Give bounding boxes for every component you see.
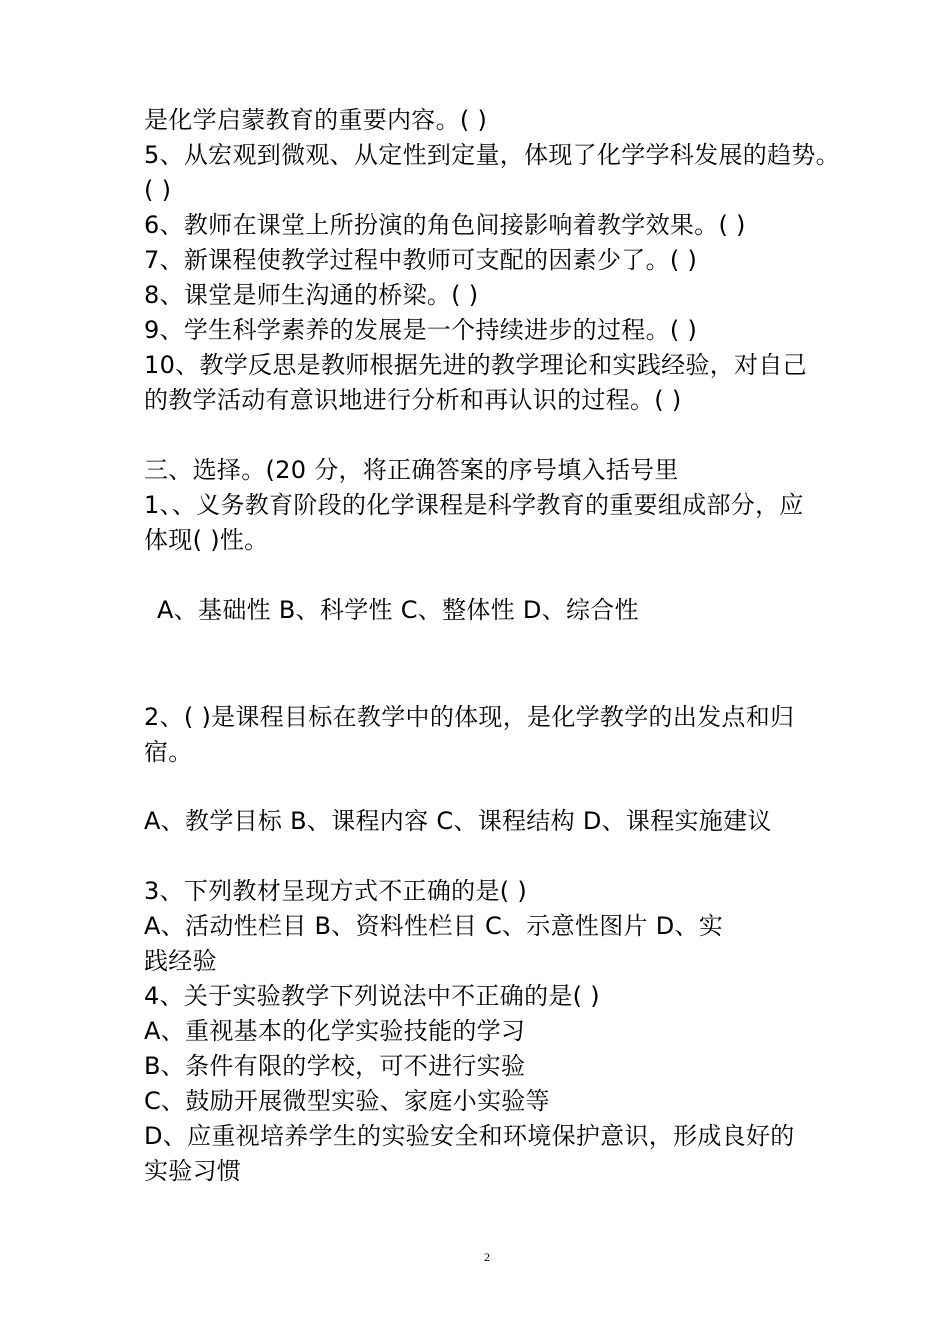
choice-question-4-option-c: C、鼓励开展微型实验、家庭小实验等: [144, 1087, 550, 1115]
choice-question-3-options-continuation: 践经验: [144, 947, 217, 975]
choice-question-2: 2、( )是课程目标在教学中的体现，是化学教学的出发点和归: [144, 703, 795, 731]
tf-item-5-bracket: ( ): [144, 176, 172, 204]
choice-question-4-option-d-continuation: 实验习惯: [144, 1157, 242, 1185]
choice-question-3: 3、下列教材呈现方式不正确的是( ): [144, 877, 528, 905]
choice-question-1: 1、、义务教育阶段的化学课程是科学教育的重要组成部分，应: [144, 491, 804, 519]
choice-question-4-option-d: D、应重视培养学生的实验安全和环境保护意识，形成良好的: [144, 1122, 795, 1150]
choice-question-4: 4、关于实验教学下列说法中不正确的是( ): [144, 982, 600, 1010]
section-heading-choice: 三、选择。(20 分，将正确答案的序号填入括号里: [144, 456, 679, 484]
choice-question-1-continuation: 体现( )性。: [144, 526, 269, 554]
tf-item-5: 5、从宏观到微观、从定性到定量，体现了化学学科发展的趋势。: [144, 141, 840, 169]
tf-item-8: 8、课堂是师生沟通的桥梁。( ): [144, 281, 479, 309]
tf-item-10: 10、教学反思是教师根据先进的教学理论和实践经验，对自己: [144, 351, 807, 379]
choice-question-2-continuation: 宿。: [144, 738, 193, 766]
tf-item-4-continuation: 是化学启蒙教育的重要内容。( ): [144, 106, 488, 134]
choice-question-4-option-a: A、重视基本的化学实验技能的学习: [144, 1017, 526, 1045]
tf-item-10-continuation: 的教学活动有意识地进行分析和再认识的过程。( ): [144, 386, 682, 414]
tf-item-6: 6、教师在课堂上所扮演的角色间接影响着教学效果。( ): [144, 211, 746, 239]
tf-item-9: 9、学生科学素养的发展是一个持续进步的过程。( ): [144, 316, 698, 344]
choice-question-3-options: A、活动性栏目 B、资料性栏目 C、示意性图片 D、实: [144, 912, 724, 940]
choice-question-1-options: A、基础性 B、科学性 C、整体性 D、综合性: [157, 596, 639, 624]
choice-question-4-option-b: B、条件有限的学校，可不进行实验: [144, 1052, 526, 1080]
page-number: 2: [484, 1250, 490, 1264]
tf-item-7: 7、新课程使教学过程中教师可支配的因素少了。( ): [144, 246, 698, 274]
choice-question-2-options: A、教学目标 B、课程内容 C、课程结构 D、课程实施建议: [144, 807, 772, 835]
